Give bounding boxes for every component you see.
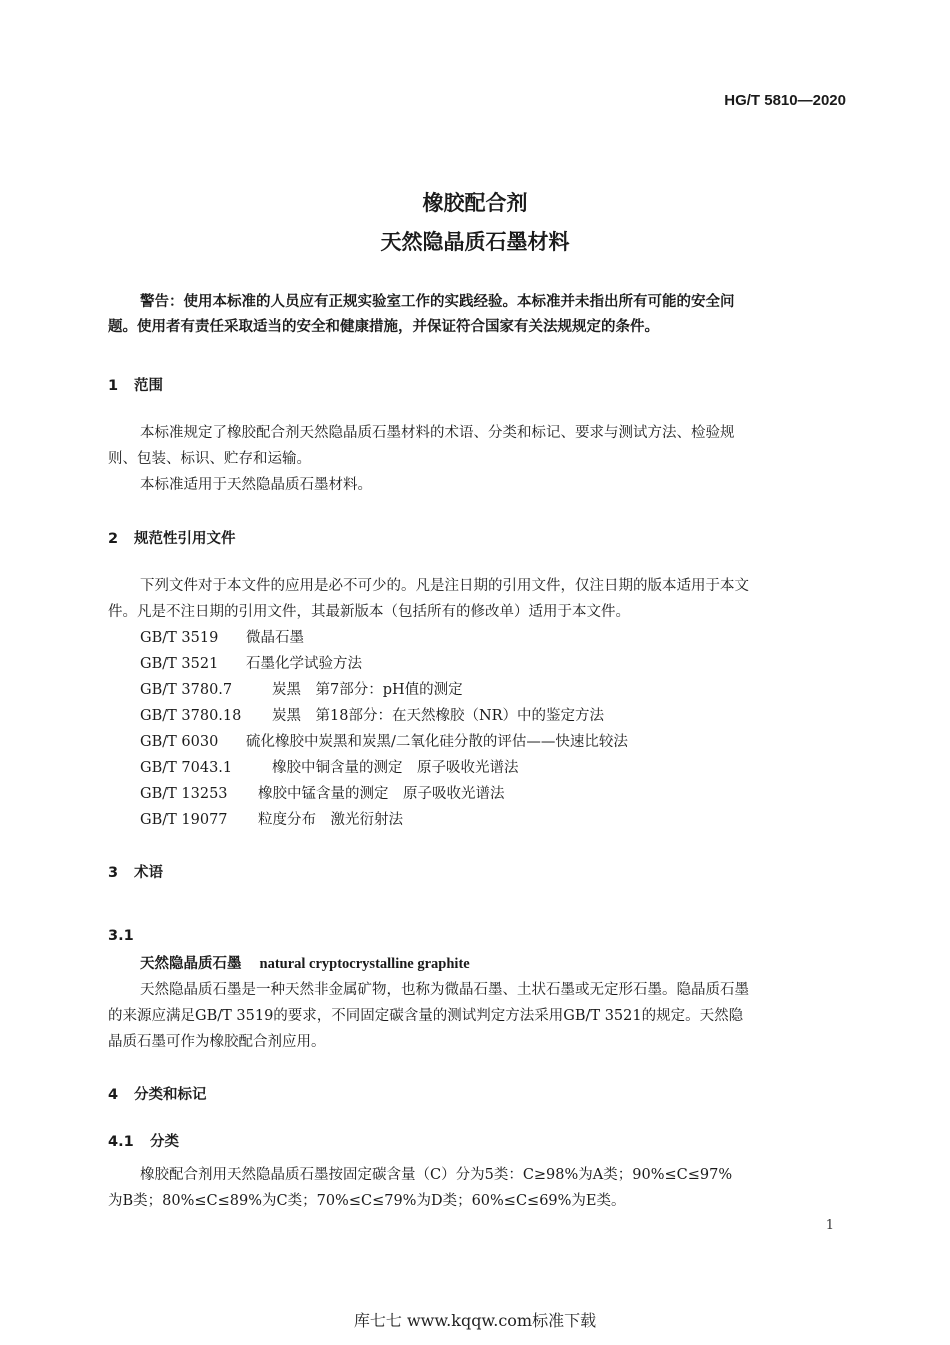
term-chinese: 天然隐晶质石墨 xyxy=(140,956,242,972)
scope-para2: 本标准适用于天然隐晶质石墨材料。 xyxy=(140,477,372,493)
term-definition-line2: 的来源应满足GB/T 3519的要求，不同固定碳含量的测试判定方法采用GB/T 3521的规定。天然隐 xyxy=(108,1008,744,1024)
reference-name: 石墨化学试验方法 xyxy=(246,656,362,672)
section-4-heading xyxy=(108,1083,207,1104)
section-number: 2 xyxy=(108,531,119,547)
section-3-heading xyxy=(108,861,163,882)
section-title: 范围 xyxy=(134,378,163,394)
reference-name: 橡胶中锰含量的测定 原子吸收光谱法 xyxy=(258,786,505,802)
section-1-heading xyxy=(108,374,163,395)
scope-para1-line1: 本标准规定了橡胶配合剂天然隐晶质石墨材料的术语、分类和标记、要求与测试方法、检验规 xyxy=(140,425,735,441)
reference-code: GB/T 6030 xyxy=(140,734,219,750)
references-intro-line1: 下列文件对于本文件的应用是必不可少的。凡是注日期的引用文件，仅注日期的版本适用于本文 xyxy=(140,578,749,594)
safety-warning xyxy=(108,290,848,340)
section-number: 1 xyxy=(108,378,119,394)
reference-code: GB/T 19077 xyxy=(140,812,228,828)
reference-code: GB/T 3521 xyxy=(140,656,219,672)
term-definition-line1: 天然隐晶质石墨是一种天然非金属矿物，也称为微晶石墨、土状石墨或无定形石墨。隐晶质石墨 xyxy=(140,982,749,998)
subsection-title: 分类 xyxy=(150,1134,179,1150)
section-number: 4 xyxy=(108,1087,119,1103)
warning-line2: 题。使用者有责任采取适当的安全和健康措施，并保证符合国家有关法规规定的条件。 xyxy=(108,319,659,335)
classification-line1: 橡胶配合剂用天然隐晶质石墨按固定碳含量（C）分为5类：C≥98%为A类；90%≤C≤97% xyxy=(140,1167,733,1183)
subsection-3-1-number: 3.1 xyxy=(108,928,134,944)
section-number: 3 xyxy=(108,865,119,881)
reference-code: GB/T 3780.18 xyxy=(140,708,242,724)
subsection-number: 4.1 xyxy=(108,1134,134,1150)
document-title-line1: 橡胶配合剂 xyxy=(422,191,528,215)
document-title-line2: 天然隐晶质石墨材料 xyxy=(380,230,570,254)
reference-code: GB/T 7043.1 xyxy=(140,760,233,776)
subsection-4-1-heading xyxy=(108,1130,179,1151)
reference-item xyxy=(140,811,403,829)
section-title: 分类和标记 xyxy=(134,1087,207,1103)
reference-item xyxy=(140,733,628,751)
section-title: 术语 xyxy=(134,865,163,881)
reference-name: 炭黑 第7部分：pH值的测定 xyxy=(272,682,463,698)
reference-item xyxy=(140,759,519,777)
reference-item xyxy=(140,655,362,673)
section-title: 规范性引用文件 xyxy=(134,531,236,547)
reference-code: GB/T 3519 xyxy=(140,630,219,646)
reference-name: 炭黑 第18部分：在天然橡胶（NR）中的鉴定方法 xyxy=(272,708,605,724)
term-entry xyxy=(140,955,470,973)
reference-name: 粒度分布 激光衍射法 xyxy=(258,812,403,828)
reference-item xyxy=(140,629,304,647)
reference-item xyxy=(140,707,604,725)
classification-line2: 为B类；80%≤C≤89%为C类；70%≤C≤79%为D类；60%≤C≤69%为E类。 xyxy=(108,1193,626,1209)
reference-name: 橡胶中铜含量的测定 原子吸收光谱法 xyxy=(272,760,519,776)
term-english: natural cryptocrystalline graphite xyxy=(259,956,470,972)
reference-code: GB/T 3780.7 xyxy=(140,682,233,698)
footer-source: 库七七 www.kqqw.com标准下载 xyxy=(353,1311,597,1330)
references-intro-line2: 件。凡是不注日期的引用文件，其最新版本（包括所有的修改单）适用于本文件。 xyxy=(108,604,630,620)
reference-code: GB/T 13253 xyxy=(140,786,228,802)
warning-line1: 警告：使用本标准的人员应有正规实验室工作的实践经验。本标准并未指出所有可能的安全问 xyxy=(140,294,735,310)
page-number: 1 xyxy=(825,1218,834,1233)
reference-name: 微晶石墨 xyxy=(246,630,304,646)
reference-item xyxy=(140,681,463,699)
term-definition-line3: 晶质石墨可作为橡胶配合剂应用。 xyxy=(108,1034,326,1050)
scope-para1-line2: 则、包装、标识、贮存和运输。 xyxy=(108,451,311,467)
reference-item xyxy=(140,785,505,803)
section-2-heading xyxy=(108,527,236,548)
reference-name: 硫化橡胶中炭黑和炭黑/二氧化硅分散的评估——快速比较法 xyxy=(246,734,628,750)
standard-code: HG/T 5810—2020 xyxy=(724,92,846,109)
